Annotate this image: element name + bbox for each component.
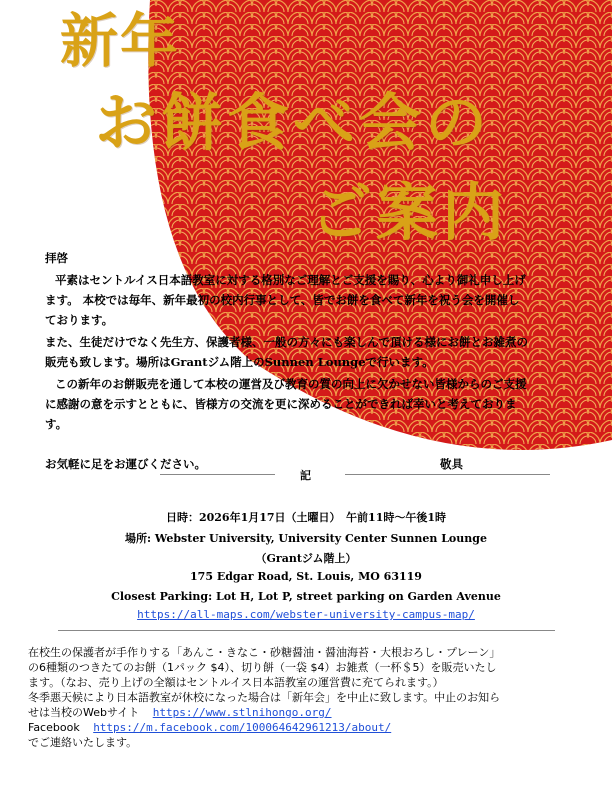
title-line-1: 新年	[60, 7, 181, 75]
contact-line: でご連絡いたします。	[28, 736, 138, 749]
divider-right	[345, 474, 550, 475]
title-line-3: ご案内	[310, 176, 509, 249]
paragraph-1-line-2: ます。 本校では毎年、新年最初の校内行事として、皆でお餅を食べて新年を祝う会を開催し	[45, 293, 520, 307]
title-line-2: お餅食べ会の	[95, 86, 492, 159]
event-place: 場所: Webster University, University Center Sunnen Lounge	[125, 532, 487, 545]
paragraph-2-line-2: 販売も致します。場所はGrantジム階上のSunnen Loungeで行います。	[45, 355, 434, 369]
website-link[interactable]: https://www.stlnihongo.org/	[152, 706, 332, 719]
facebook-label: Facebook	[28, 721, 80, 734]
event-parking: Closest Parking: Lot H, Lot P, street parking on Garden Avenue	[111, 590, 501, 603]
notes-line-2: の6種類のつきたてのお餅（1パック $4）、切り餅（一袋 $4）お雑煮（一杯＄5）を販売いたし	[28, 661, 497, 674]
facebook-link[interactable]: https://m.facebook.com/100064642961213/about/	[93, 721, 392, 734]
ki-label: 記	[300, 469, 311, 482]
event-place-sub: （Grantジム階上）	[255, 552, 357, 565]
divider-bottom	[58, 630, 555, 631]
letter-body	[45, 270, 575, 434]
paragraph-1-line-1: 平素はセントルイス日本語教室に対する格別なご理解とご支援を賜り、心より御礼申し上げ	[55, 273, 526, 287]
map-link[interactable]: https://all-maps.com/webster-university-campus-map/	[137, 608, 475, 621]
notes-line-1: 在校生の保護者が手作りする「あんこ・きなこ・砂糖醤油・醤油海苔・大根おろし・プレーン」	[28, 646, 501, 659]
paragraph-3-line-1: この新年のお餅販売を通して本校の運営及び教育の質の向上に欠かせない皆様からのご支援	[55, 377, 527, 391]
divider-left	[160, 474, 275, 475]
paragraph-3-line-3: す。	[45, 417, 68, 431]
notes-line-5: せは当校のWebサイト	[28, 706, 140, 719]
salutation: 拝啓	[45, 251, 68, 265]
notes-line-3: ます。（なお、売り上げの全額はセントルイス日本語教室の運営費に充てられます。）	[28, 676, 444, 689]
notes-block	[28, 645, 588, 750]
paragraph-3-line-2: に感謝の意を示すとともに、皆様方の交流を更に深めることができれば幸いと考えておりま	[45, 397, 517, 411]
event-datetime: 日時：2026年1月17日（土曜日） 午前11時〜午後1時	[165, 511, 447, 524]
notes-line-4: 冬季悪天候により日本語教室が休校になった場合は「新年会」を中止に致します。中止のお知ら	[28, 691, 501, 704]
paragraph-1-line-3: ております。	[45, 313, 114, 327]
closing-text: お気軽に足をお運びください。	[45, 457, 206, 471]
paragraph-2-line-1: また、生徒だけでなく先生方、保護者様、一般の方々にも楽しんで頂ける様にお餅とお雑煮の	[45, 335, 528, 349]
event-address: 175 Edgar Road, St. Louis, MO 63119	[190, 570, 422, 583]
closing-keigu: 敬具	[440, 457, 463, 471]
